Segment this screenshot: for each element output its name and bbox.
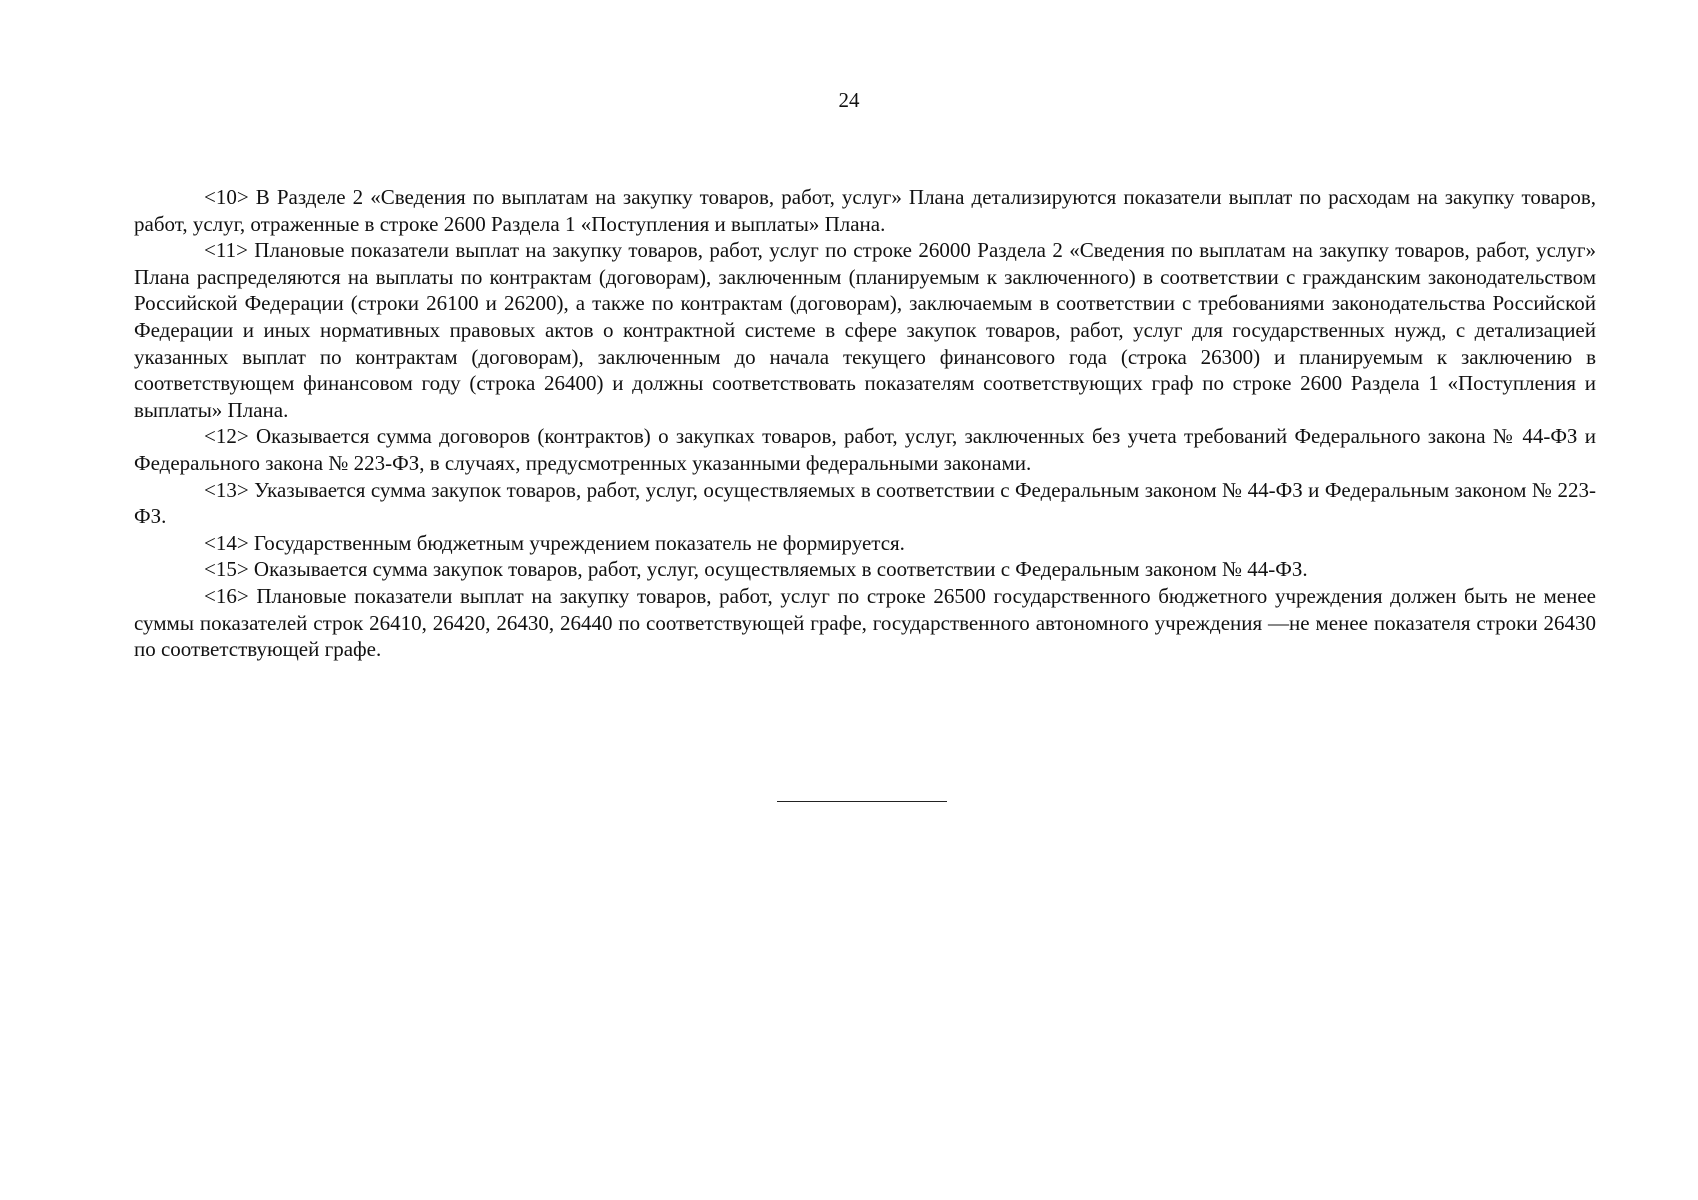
footnote-10: <10> В Разделе 2 «Сведения по выплатам на закупку товаров, работ, услуг» Плана детализируются показатели выплат по расходам на закупку товаров, работ, услуг, отраженные в строке 2600 Раздела 1 «Поступления и выплаты» Плана. [134,185,1596,236]
footnote-11: <11> Плановые показатели выплат на закупку товаров, работ, услуг по строке 26000 Раздела 2 «Сведения по выплатам на закупку товаров, работ, услуг» Плана распределяются на выплаты по контрактам (договорам), заключенным (планируемым к заключенного) в соответствии с гражданским законодательством Российской Федерации (строки 26100 и 26200), а также по контрактам (договорам), заключаемым в соответствии с требованиями законодательства Российской Федерации и иных нормативных правовых актов о контрактной системе в сфере закупок товаров, работ, услуг для государственных нужд, с детализацией указанных выплат по контрактам (договорам), заключенным до начала текущего финансового года (строка 26300) и планируемым к заключению в соответствующем финансовом году (строка 26400) и должны соответствовать показателям соответствующих граф по строке 2600 Раздела 1 «Поступления и выплаты» Плана. [134,238,1596,422]
footnotes-block [134,184,1596,663]
footnote-13: <13> Указывается сумма закупок товаров, работ, услуг, осуществляемых в соответствии с Федеральным законом № 44-ФЗ и Федеральным законом № 223-ФЗ. [134,477,1596,529]
footnote-14: <14> Государственным бюджетным учреждением показатель не формируется. [204,530,905,555]
footnote-12: <12> Оказывается сумма договоров (контрактов) о закупках товаров, работ, услуг, заключенных без учета требований Федерального закона № 44-ФЗ и Федерального закона № 223-ФЗ, в случаях, предусмотренных указанными федеральными законами. [134,424,1596,475]
footnote-15: <15> Оказывается сумма закупок товаров, работ, услуг, осуществляемых в соответствии с Федеральным законом № 44-ФЗ. [204,557,1308,582]
page-number: 24 [838,88,860,112]
footnote-16: <16> Плановые показатели выплат на закупку товаров, работ, услуг по строке 26500 государственного бюджетного учреждения должен быть не менее суммы показателей строк 26410, 26420, 26430, 26440 по соответствующей графе, государственного автономного учреждения —не менее показателя строки 26430 по соответствующей графе. [134,583,1596,662]
end-separator-line [777,801,947,802]
